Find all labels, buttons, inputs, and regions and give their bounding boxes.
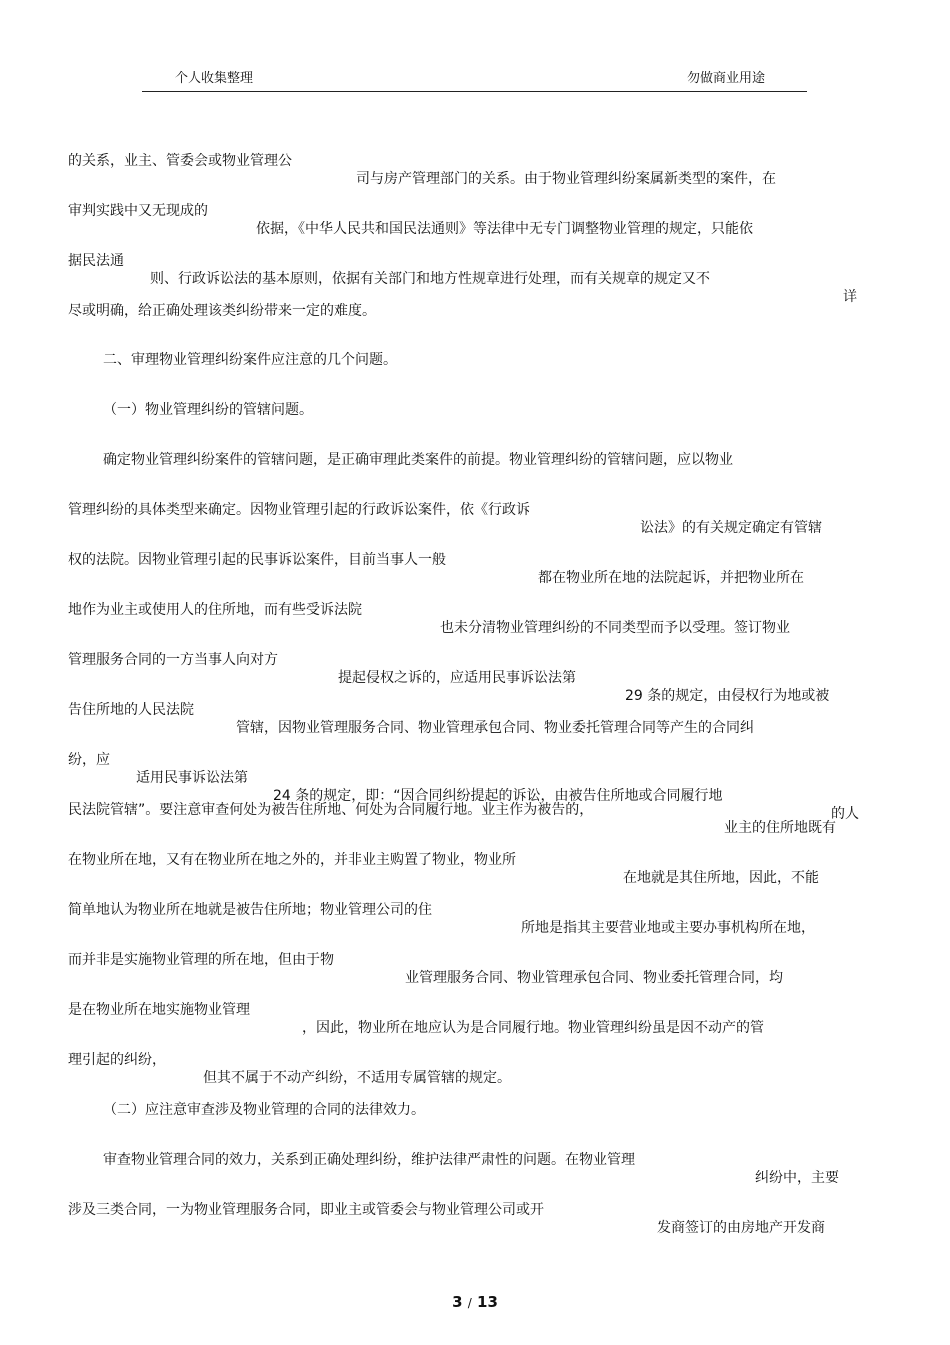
text-segment: 是在物业所在地实施物业管理 xyxy=(68,1002,250,1018)
text-line xyxy=(68,1183,825,1255)
page-total: 13 xyxy=(477,1293,498,1311)
text-segment: 但其不属于不动产纠纷，不适用专属管辖的规定。 xyxy=(203,1070,511,1086)
page-footer xyxy=(0,1293,950,1311)
text-segment: 所地是指其主要营业地或主要办事机构所在地， xyxy=(521,920,815,936)
text-segment: 29 条的规定，由侵权行为地或被 xyxy=(625,688,830,704)
text-segment: 的关系，业主、管委会或物业管理公 xyxy=(68,153,292,169)
text-segment: 也未分清物业管理纠纷的不同类型而予以受理。签订物业 xyxy=(440,620,790,636)
text-segment: 告住所地的人民法院 xyxy=(68,702,194,718)
text-segment: 在物业所在地，又有在物业所在地之外的，并非业主购置了物业，物业所 xyxy=(68,852,516,868)
text-segment: 在地就是其住所地，因此，不能 xyxy=(623,870,819,886)
page-separator: / xyxy=(467,1296,472,1310)
text-segment: 据民法通 xyxy=(68,253,124,269)
text-segment: ，因此，物业所在地应认为是合同履行地。物业管理纠纷虽是因不动产的管 xyxy=(302,1020,764,1036)
text-segment: 地作为业主或使用人的住所地，而有些受诉法院 xyxy=(68,602,362,618)
text-line xyxy=(103,333,397,387)
text-segment: 确定物业管理纠纷案件的管辖问题，是正确审理此类案件的前提。物业管理纠纷的管辖问题，应以物业 xyxy=(103,452,733,468)
text-segment: 都在物业所在地的法院起诉，并把物业所在 xyxy=(538,570,804,586)
text-segment: 而并非是实施物业管理的所在地，但由于物 xyxy=(68,952,334,968)
text-line xyxy=(68,1033,511,1105)
text-segment: 管理纠纷的具体类型来确定。因物业管理引起的行政诉讼案件，依《行政诉 xyxy=(68,502,530,518)
text-segment: 理引起的纠纷， xyxy=(68,1052,166,1068)
text-segment: 纷，应 xyxy=(68,752,110,768)
text-segment: 业管理服务合同、物业管理承包合同、物业委托管理合同，均 xyxy=(405,970,783,986)
text-segment: 提起侵权之诉的，应适用民事诉讼法第 xyxy=(338,670,576,686)
text-segment: 适用民事诉讼法第 xyxy=(136,770,248,786)
text-segment: （一）物业管理纠纷的管辖问题。 xyxy=(103,402,313,418)
text-line xyxy=(103,433,733,487)
text-segment: 业主的住所地既有 xyxy=(724,820,836,836)
text-segment: 涉及三类合同，一为物业管理服务合同，即业主或管委会与物业管理公司或开 xyxy=(68,1202,544,1218)
header-left-text: 个人收集整理 xyxy=(175,71,254,86)
text-segment: 详 xyxy=(843,289,857,305)
text-segment: 的人 xyxy=(831,806,859,822)
text-line xyxy=(103,383,313,437)
text-segment: 审查物业管理合同的效力，关系到正确处理纠纷，维护法律严肃性的问题。在物业管理 xyxy=(103,1152,635,1168)
text-segment: 管辖，因物业管理服务合同、物业管理承包合同、物业委托管理合同等产生的合同纠 xyxy=(236,720,754,736)
text-line xyxy=(68,284,376,338)
text-segment: 二、审理物业管理纠纷案件应注意的几个问题。 xyxy=(103,352,397,368)
text-segment: 讼法》的有关规定确定有管辖 xyxy=(640,520,822,536)
text-segment: 民法院管辖”。要注意审查何处为被告住所地、何处为合同履行地。业主作为被告的， xyxy=(68,802,594,818)
text-segment: 尽或明确，给正确处理该类纠纷带来一定的难度。 xyxy=(68,303,376,319)
text-segment: 审判实践中又无现成的 xyxy=(68,203,208,219)
text-segment: 纠纷中，主要 xyxy=(755,1170,839,1186)
text-line xyxy=(103,1083,425,1137)
text-segment: （二）应注意审查涉及物业管理的合同的法律效力。 xyxy=(103,1102,425,1118)
text-segment: 简单地认为物业所在地就是被告住所地；物业管理公司的住 xyxy=(68,902,432,918)
text-line xyxy=(103,1133,839,1205)
header-right-text: 勿做商业用途 xyxy=(687,71,766,86)
text-segment: 则、行政诉讼法的基本原则，依据有关部门和地方性规章进行处理，而有关规章的规定又不 xyxy=(150,271,710,287)
text-segment: 发商签订的由房地产开发商 xyxy=(657,1220,825,1236)
page-number: 3 xyxy=(452,1293,463,1311)
text-segment: 依据，《中华人民共和国民法通则》等法律中无专门调整物业管理的规定，只能依 xyxy=(256,221,753,237)
text-segment: 管理服务合同的一方当事人向对方 xyxy=(68,652,278,668)
text-segment: 24 条的规定，即：“因合同纠纷提起的诉讼，由被告住所地或合同履行地 xyxy=(273,788,723,804)
header-rule xyxy=(142,91,807,92)
text-segment: 权的法院。因物业管理引起的民事诉讼案件，目前当事人一般 xyxy=(68,552,446,568)
text-segment: 司与房产管理部门的关系。由于物业管理纠纷案属新类型的案件，在 xyxy=(356,171,776,187)
